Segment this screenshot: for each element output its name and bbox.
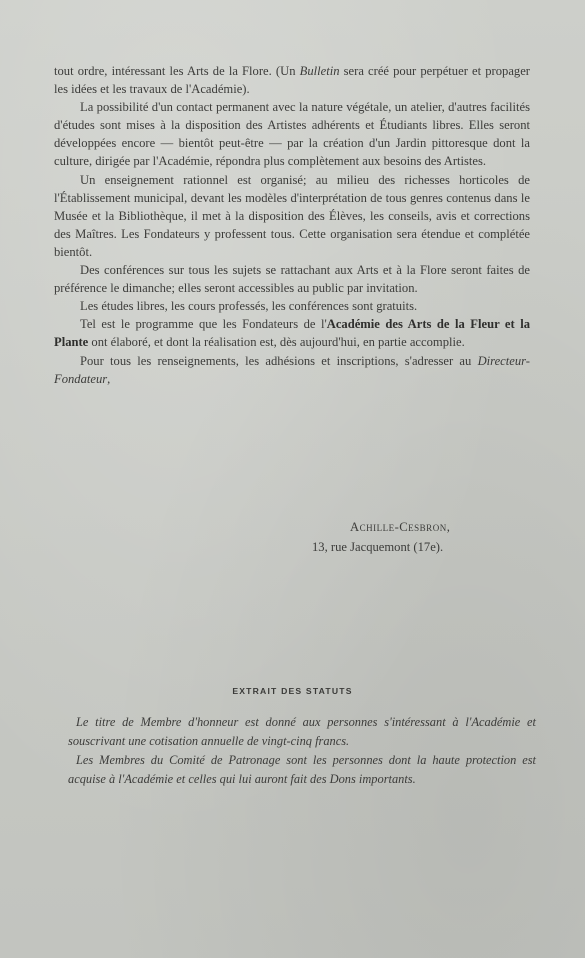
paragraph-programme (54, 315, 530, 351)
statuts-paragraph-comite: Les Membres du Comité de Patronage sont les personnes dont la haute protection est acquise à l'Académie et celles qui lui auront fait des Dons importants. (68, 753, 536, 786)
statuts-heading: EXTRAIT DES STATUTS (232, 686, 353, 696)
paragraph-gratuits: Les études libres, les cours professés, les conférences sont gratuits. (80, 299, 418, 314)
statuts-paragraph-membre: Le titre de Membre d'honneur est donné aux personnes s'intéressant à l'Académie et souscrivant une cotisation annuelle de vingt-cinq francs. (68, 715, 536, 748)
paragraph-enseignement: Un enseignement rationnel est organisé; au milieu des richesses horticoles de l'Établissement municipal, devant les modèles d'interprétation de tous genres contenus dans le Musée et la Bibliothèque, il met à la disposition des Élèves, les conseils, avis et corrections des Maîtres. Les Fondateurs y professent tous. Cette organisation sera étendue et complétée bientôt. (54, 172, 530, 259)
paragraph-text: sera créé pour perpétuer et propager les idées et les travaux de l'Académie). (54, 64, 530, 97)
signature-name: Achille-Cesbron, (350, 520, 451, 534)
paragraph-contact: La possibilité d'un contact permanent avec la nature végétale, un atelier, d'autres facilités d'études sont mises à la disposition des Artistes adhérents et Étudiants libres. Elles seront développées encore — bientôt peut-être — par la création d'un Jardin pittoresque dont la culture, dirigée par l'Académie, répondra plus complètement aux besoins des Artistes. (54, 100, 530, 169)
paragraph-conferences: Des conférences sur tous les sujets se rattachant aux Arts et à la Flore seront faites de préférence le dimanche; elles seront accessibles au public par invitation. (54, 263, 530, 296)
bulletin-word: Bulletin (299, 64, 340, 78)
paragraph-text: tout ordre, intéressant les Arts de la Flore. (Un (54, 64, 300, 78)
directeur-title: Directeur-Fondateur (54, 353, 530, 386)
paragraph-flore (54, 62, 530, 98)
academie-name: Académie des Arts de la Fleur et la Plante (54, 317, 531, 350)
paragraph-text: , (107, 371, 111, 386)
statuts-text (68, 713, 536, 789)
paragraph-text: Pour tous les renseignements, les adhésions et inscriptions, s'adresser au (80, 353, 478, 368)
paragraph-renseignements (54, 352, 530, 388)
body-text (54, 62, 530, 388)
signature-address: 13, rue Jacquemont (17e). (312, 540, 444, 554)
paragraph-text: ont élaboré, et dont la réalisation est, dès aujourd'hui, en partie accomplie. (88, 335, 465, 350)
paragraph-text: Tel est le programme que les Fondateurs de l' (80, 317, 327, 332)
